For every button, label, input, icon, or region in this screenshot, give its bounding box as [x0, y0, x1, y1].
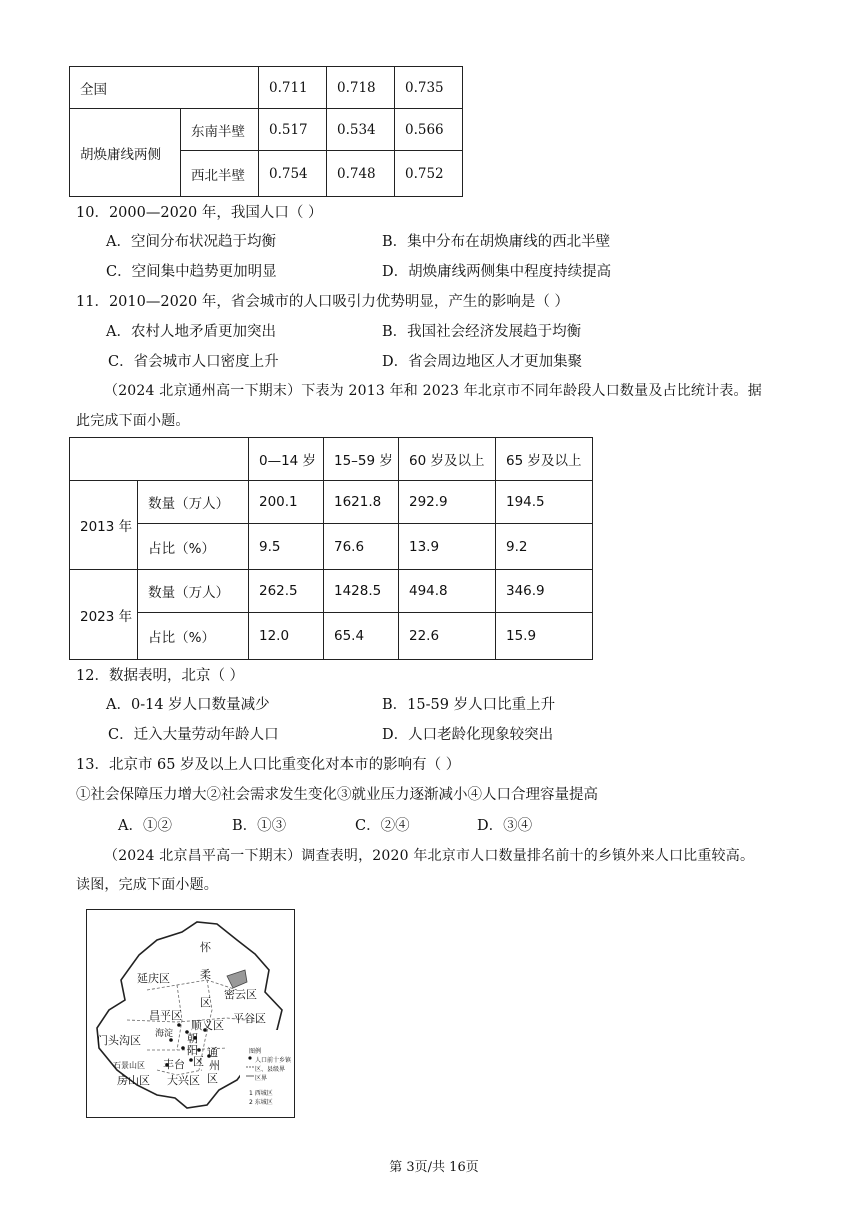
- q12-option-d[interactable]: D．人口老龄化现象较突出: [382, 727, 554, 743]
- column-header: 0—14 岁: [249, 438, 324, 481]
- map-label-mentougou: 门头沟区: [97, 1034, 141, 1047]
- column-header: 15–59 岁: [324, 438, 399, 481]
- table-row: [70, 570, 593, 613]
- legend-item-district-boundary: 区界: [255, 1075, 268, 1082]
- question-12-stem: 12．数据表明，北京（ ）: [76, 668, 245, 684]
- table-cell: 12.0: [249, 613, 324, 660]
- map-label-tong-qu: 区: [207, 1072, 218, 1085]
- question-13-stem: 13．北京市 65 岁及以上人口比重变化对本市的影响有（ ）: [76, 757, 461, 773]
- table-cell: 346.9: [496, 570, 593, 613]
- intro-paragraph-line2: 读图，完成下面小题。: [76, 877, 218, 893]
- row-label: 东南半壁: [181, 109, 259, 151]
- table-cell: 194.5: [496, 481, 593, 524]
- map-label-changping: 昌平区: [149, 1009, 182, 1022]
- q13-option-c[interactable]: C．②④: [355, 818, 410, 834]
- column-header: 65 岁及以上: [496, 438, 593, 481]
- table-cell: 1428.5: [324, 570, 399, 613]
- row-label: 全国: [70, 67, 259, 109]
- table-row: [70, 524, 593, 570]
- map-label-fengtai: 丰台: [163, 1058, 185, 1071]
- table-cell: 0.517: [259, 109, 327, 151]
- legend-item-county-boundary: 区、县级界: [255, 1066, 286, 1073]
- row-label: 西北半壁: [181, 151, 259, 197]
- table-row: [70, 613, 593, 660]
- q13-option-a[interactable]: A．①②: [118, 818, 172, 834]
- year-label: 2023 年: [70, 570, 138, 660]
- table-cell: 0.754: [259, 151, 327, 197]
- q12-option-a[interactable]: A．0-14 岁人口数量减少: [106, 697, 270, 713]
- table-header-row: [70, 438, 593, 481]
- intro-paragraph-line1: （2024 北京通州高一下期末）下表为 2013 年和 2023 年北京市不同年龄段人口数量及占比统计表。据: [104, 383, 762, 399]
- legend-item-xicheng: 1 西城区: [249, 1090, 273, 1097]
- legend-item-township: 人口前十乡镇: [255, 1057, 292, 1064]
- row-label: 占比（%）: [138, 613, 249, 660]
- map-label-shunyi: 顺义区: [191, 1019, 224, 1032]
- column-header: 60 岁及以上: [399, 438, 496, 481]
- question-11-stem: 11．2010—2020 年，省会城市的人口吸引力优势明显，产生的影响是（ ）: [76, 294, 569, 310]
- row-label: 数量（万人）: [138, 481, 249, 524]
- map-label-zhou: 州: [209, 1059, 220, 1072]
- table-cell: 9.2: [496, 524, 593, 570]
- table-row: [70, 67, 463, 109]
- table-cell: 0.534: [327, 109, 395, 151]
- header-corner: [70, 438, 249, 481]
- beijing-district-map: [86, 909, 295, 1118]
- table-cell: 13.9: [399, 524, 496, 570]
- map-label-rou-qu: 区: [200, 996, 211, 1009]
- table-row: [70, 109, 463, 151]
- map-label-miyun: 密云区: [224, 988, 257, 1001]
- legend-item-dongcheng: 2 东城区: [249, 1099, 273, 1106]
- map-label-huairou: 怀: [200, 941, 211, 954]
- table-cell: 200.1: [249, 481, 324, 524]
- map-label-daxing: 大兴区: [167, 1074, 200, 1087]
- q11-option-c[interactable]: C．省会城市人口密度上升: [108, 354, 279, 370]
- table-cell: 76.6: [324, 524, 399, 570]
- table-beijing-population: [69, 437, 593, 660]
- map-label-shijingshan: 石景山区: [113, 1061, 145, 1070]
- question-10-stem: 10．2000—2020 年，我国人口（ ）: [76, 205, 323, 221]
- q10-option-a[interactable]: A．空间分布状况趋于均衡: [106, 234, 276, 250]
- map-label-chao-qu: 区: [193, 1055, 204, 1068]
- q12-option-c[interactable]: C．迁入大量劳动年龄人口: [108, 727, 279, 743]
- table-cell: 0.566: [395, 109, 463, 151]
- table-cell: 262.5: [249, 570, 324, 613]
- page-footer: 第 3页/共 16页: [389, 1160, 479, 1175]
- map-label-fangshan: 房山区: [117, 1074, 150, 1087]
- table-cell: 0.748: [327, 151, 395, 197]
- table-cell: 1621.8: [324, 481, 399, 524]
- table-cell: 0.735: [395, 67, 463, 109]
- intro-paragraph-line2: 此完成下面小题。: [76, 413, 190, 429]
- table-row: [70, 481, 593, 524]
- table-gini: [69, 66, 463, 197]
- table-cell: 494.8: [399, 570, 496, 613]
- q10-option-d[interactable]: D．胡焕庸线两侧集中程度持续提高: [382, 264, 612, 280]
- q10-option-b[interactable]: B．集中分布在胡焕庸线的西北半壁: [382, 234, 611, 250]
- q11-option-a[interactable]: A．农村人地矛盾更加突出: [106, 324, 276, 340]
- q11-option-b[interactable]: B．我国社会经济发展趋于均衡: [382, 324, 582, 340]
- table-cell: 0.752: [395, 151, 463, 197]
- q13-option-b[interactable]: B．①③: [232, 818, 287, 834]
- map-label-yanqing: 延庆区: [137, 972, 170, 985]
- q12-option-b[interactable]: B．15-59 岁人口比重上升: [382, 697, 556, 713]
- table-cell: 0.711: [259, 67, 327, 109]
- table-cell: 22.6: [399, 613, 496, 660]
- q11-option-d[interactable]: D．省会周边地区人才更加集聚: [382, 354, 583, 370]
- intro-paragraph-line1: （2024 北京昌平高一下期末）调查表明，2020 年北京市人口数量排名前十的乡镇外来人口比重较高。: [104, 848, 755, 864]
- group-label: 胡焕庸线两侧: [70, 109, 181, 197]
- map-label-rou: 柔: [200, 968, 211, 981]
- year-label: 2013 年: [70, 481, 138, 570]
- row-label: 占比（%）: [138, 524, 249, 570]
- q13-option-d[interactable]: D．③④: [477, 818, 533, 834]
- legend-symbols: [245, 1054, 255, 1090]
- table-cell: 15.9: [496, 613, 593, 660]
- map-label-yang: 阳: [187, 1044, 198, 1057]
- table-cell: 0.718: [327, 67, 395, 109]
- q13-statement-list: ①社会保障压力增大②社会需求发生变化③就业压力逐渐减小④人口合理容量提高: [76, 787, 598, 803]
- map-label-haidian: 海淀: [155, 1029, 174, 1039]
- table-cell: 292.9: [399, 481, 496, 524]
- q10-option-c[interactable]: C．空间集中趋势更加明显: [106, 264, 277, 280]
- row-label: 数量（万人）: [138, 570, 249, 613]
- map-label-tong: 通: [207, 1046, 218, 1059]
- map-label-pinggu: 平谷区: [233, 1012, 266, 1025]
- legend-title: 图例: [249, 1048, 262, 1055]
- map-legend: [245, 1044, 291, 1114]
- table-cell: 9.5: [249, 524, 324, 570]
- table-cell: 65.4: [324, 613, 399, 660]
- map-label-chao: 朝: [187, 1032, 198, 1045]
